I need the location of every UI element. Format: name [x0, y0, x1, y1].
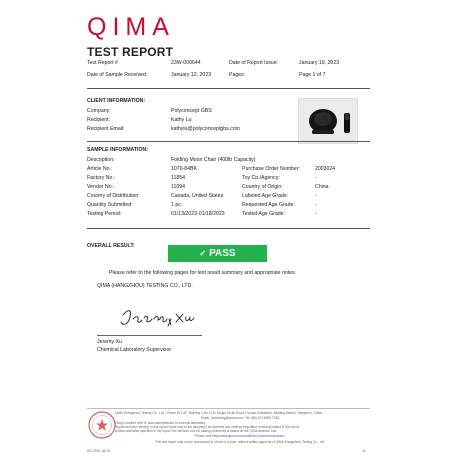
- sample-heading: SAMPLE INFORMATION:: [87, 147, 148, 153]
- description-label: Description:: [87, 157, 115, 163]
- check-icon: ✓: [199, 249, 207, 258]
- footer-note-scope: Report and test result(s) in this report relate only to the sample(s) as received and method /regulation version(s) listed in the report.: [115, 425, 300, 429]
- company-value: Polyconcept GBS: [171, 108, 212, 114]
- factory-value: 11854: [171, 175, 186, 181]
- signature-line: [97, 335, 202, 336]
- recipient-value: Kathy Lu: [171, 117, 192, 123]
- product-photo: [298, 98, 358, 144]
- report-number-label: Test Report #: [87, 60, 118, 66]
- signer-name: Jeremy Xu: [97, 339, 122, 345]
- pages-value: Page 1 of 7: [299, 72, 326, 78]
- form-code: HZ-CP4C-A&78: [87, 449, 110, 453]
- footer-conditions-pre: Please visit: [195, 434, 212, 438]
- footer-note-subcontract: Test(s) marked with 'A' was subcontracted to external laboratory.: [115, 421, 206, 425]
- recipient-label: Recipient:: [87, 117, 111, 123]
- footer-contact: Email: Labtesting@qima.com • Tel: (86) 571 8990 7158: [200, 416, 279, 420]
- article-value: 1070-84BK: [171, 166, 197, 172]
- pages-label: Pages:: [229, 72, 246, 78]
- tested-age-label: Tested Age Grade:: [242, 211, 285, 217]
- labeled-age-value: -: [315, 193, 317, 199]
- email-value: kathylu@polyconceptgbs.com: [171, 126, 240, 132]
- factory-label: Factory No.:: [87, 175, 116, 181]
- qima-logo: QIMA: [87, 13, 175, 41]
- client-heading: CLIENT INFORMATION:: [87, 98, 146, 104]
- email-label: Recipient Email:: [87, 126, 125, 132]
- testing-period-value: 01/13/2023-01/18/2023: [171, 211, 225, 217]
- distribution-value: Canada, United States: [171, 193, 224, 199]
- footer-address: QIMA (Hangzhou) Testing Co., Ltd. • Room 401,4/F, Building 1,No.1210 Kouqu South Road, Fuyuan Subdistrict, Binjiang District, Hangzhou, China: [115, 411, 322, 415]
- company-label: Company:: [87, 108, 111, 114]
- company-signature-name: QIMA (HANGZHOU) TESTING CO., LTD.: [97, 283, 193, 289]
- po-label: Purchase Order Number:: [242, 166, 300, 172]
- footer-divider: [87, 408, 370, 409]
- received-date-label: Date of Sample Received:: [87, 72, 148, 78]
- testing-period-label: Testing Period:: [87, 211, 122, 217]
- issue-date-label: Date of Report Issue:: [229, 60, 279, 66]
- page-code: 42: [362, 449, 366, 453]
- agency-label: Toy Co./Agency:: [242, 175, 280, 181]
- report-title: TEST REPORT: [87, 45, 174, 59]
- origin-value: China: [315, 184, 329, 190]
- footer-note-decision: Unless otherwise specified in the report, the decision rule for stating conformity is based on the QIMA decision rule.: [115, 429, 278, 433]
- signer-title: Chemical Laboratory Supervisor: [97, 347, 172, 353]
- vendor-value: 11094: [171, 184, 186, 190]
- agency-value: -: [315, 175, 317, 181]
- requested-age-label: Requested Age Grade:: [242, 202, 295, 208]
- quantity-label: Quantity Submitted:: [87, 202, 133, 208]
- handwritten-signature: [120, 307, 200, 332]
- pass-text: PASS: [209, 248, 236, 259]
- vendor-label: Vendor No.:: [87, 184, 115, 190]
- tested-age-value: -: [315, 211, 317, 217]
- footer-reproduction-note: This test report may not be reproduced in whole or in part, without written approval of QIMA (Hangzhou) Testing Co., Ltd.: [154, 440, 326, 444]
- quantity-value: 1 pc.: [171, 202, 183, 208]
- result-note: Please refer to the following pages for test result summary and appropriate notes.: [109, 270, 297, 276]
- article-label: Article No.:: [87, 166, 113, 172]
- report-number-value: 23W-000644: [171, 60, 201, 66]
- labeled-age-label: Labeled Age Grade:: [242, 193, 289, 199]
- distribution-label: Country of Distribution:: [87, 193, 140, 199]
- divider: [87, 88, 370, 89]
- divider: [87, 228, 370, 229]
- requested-age-value: -: [315, 202, 317, 208]
- overall-result-label: OVERALL RESULT:: [87, 243, 135, 249]
- po-value: 2003024: [315, 166, 336, 172]
- origin-label: Country of Origin:: [242, 184, 283, 190]
- divider: [87, 141, 370, 142]
- pass-badge: [168, 245, 267, 262]
- footer-conditions: [110, 434, 370, 438]
- footer-conditions-post: .: [283, 434, 285, 438]
- issue-date-value: January 19, 2023: [299, 60, 340, 66]
- received-date-value: January 12, 2023: [171, 72, 212, 78]
- description-value: Folding Moon Chair (400lb Capacity): [171, 157, 256, 163]
- conditions-link[interactable]: http://www.qima.com/conditions-of-service/contract: [212, 434, 284, 438]
